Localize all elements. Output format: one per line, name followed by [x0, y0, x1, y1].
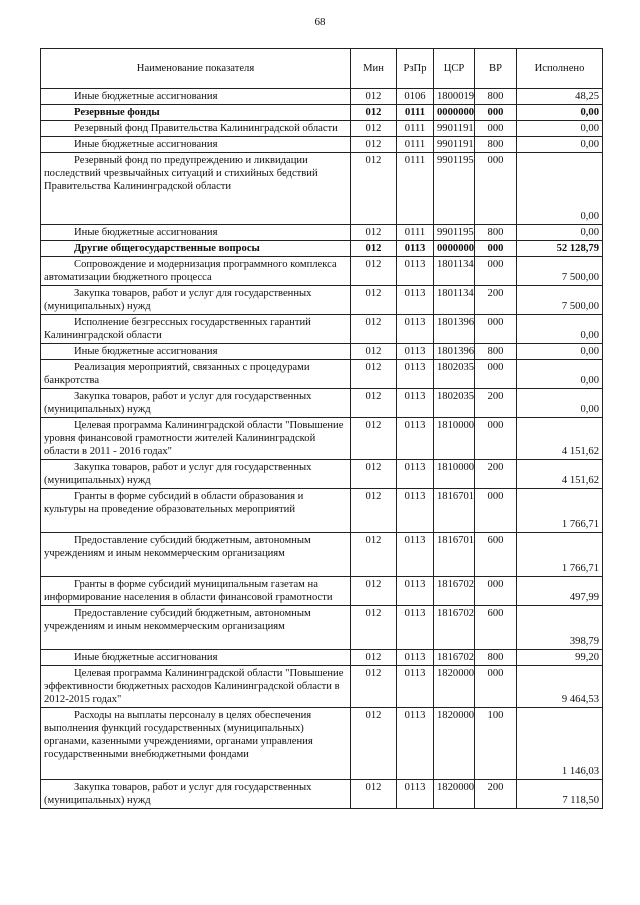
cell-rzpr: 0111: [397, 153, 434, 225]
cell-csr: 9901195: [434, 225, 475, 241]
cell-rzpr: 0113: [397, 533, 434, 577]
table-row: [41, 286, 603, 315]
cell-csr: 1816702: [434, 650, 475, 666]
cell-vr: 200: [475, 286, 517, 315]
table-row: [41, 105, 603, 121]
cell-csr: 0000000: [434, 241, 475, 257]
cell-done: 52 128,79: [517, 241, 603, 257]
cell-vr: 600: [475, 533, 517, 577]
table-row: [41, 577, 603, 606]
cell-done: 0,00: [517, 225, 603, 241]
cell-csr: 1816702: [434, 577, 475, 606]
cell-min: 012: [351, 315, 397, 344]
cell-done: 48,25: [517, 89, 603, 105]
cell-min: 012: [351, 708, 397, 780]
cell-name: Резервный фонд по предупреждению и ликвидации последствий чрезвычайных ситуаций и стихийных бедствий Правительства Калининградской области: [41, 153, 351, 225]
cell-csr: 1816702: [434, 606, 475, 650]
cell-rzpr: 0113: [397, 286, 434, 315]
cell-vr: 000: [475, 489, 517, 533]
cell-done: 7 500,00: [517, 286, 603, 315]
cell-rzpr: 0113: [397, 489, 434, 533]
cell-vr: 000: [475, 577, 517, 606]
cell-name: Закупка товаров, работ и услуг для государственных (муниципальных) нужд: [41, 286, 351, 315]
page-number: 68: [314, 16, 326, 28]
cell-min: 012: [351, 286, 397, 315]
cell-vr: 800: [475, 89, 517, 105]
cell-done: 0,00: [517, 153, 603, 225]
cell-vr: 200: [475, 460, 517, 489]
cell-min: 012: [351, 153, 397, 225]
table-row: [41, 389, 603, 418]
cell-csr: 1802035: [434, 360, 475, 389]
cell-rzpr: 0113: [397, 257, 434, 286]
cell-done: 7 118,50: [517, 780, 603, 809]
cell-min: 012: [351, 241, 397, 257]
cell-csr: 1810000: [434, 460, 475, 489]
cell-done: 0,00: [517, 137, 603, 153]
table-row: [41, 606, 603, 650]
cell-rzpr: 0113: [397, 577, 434, 606]
cell-name: Закупка товаров, работ и услуг для государственных (муниципальных) нужд: [41, 460, 351, 489]
cell-name: Целевая программа Калининградской области "Повышение уровня финансовой грамотности жителей Калининградской области в 2011 - 2016 годах": [41, 418, 351, 460]
table-row: [41, 650, 603, 666]
table-row: [41, 241, 603, 257]
cell-vr: 800: [475, 137, 517, 153]
cell-csr: 9901191: [434, 137, 475, 153]
cell-min: 012: [351, 225, 397, 241]
cell-done: 9 464,53: [517, 666, 603, 708]
cell-done: 398,79: [517, 606, 603, 650]
table-row: [41, 225, 603, 241]
cell-vr: 000: [475, 257, 517, 286]
table-row: [41, 418, 603, 460]
cell-name: Иные бюджетные ассигнования: [41, 650, 351, 666]
cell-csr: 1810000: [434, 418, 475, 460]
cell-done: 0,00: [517, 360, 603, 389]
cell-name: Закупка товаров, работ и услуг для государственных (муниципальных) нужд: [41, 389, 351, 418]
cell-done: 0,00: [517, 105, 603, 121]
cell-vr: 100: [475, 708, 517, 780]
table-row: [41, 137, 603, 153]
table-row: [41, 533, 603, 577]
cell-name: Расходы на выплаты персоналу в целях обеспечения выполнения функций государственных (муниципальных) органами, казенными учреждениями, органами управления государственными внебюджетными фондами: [41, 708, 351, 780]
cell-csr: 0000000: [434, 105, 475, 121]
cell-vr: 000: [475, 666, 517, 708]
cell-csr: 1801134: [434, 257, 475, 286]
cell-done: 4 151,62: [517, 460, 603, 489]
cell-rzpr: 0113: [397, 241, 434, 257]
cell-rzpr: 0111: [397, 225, 434, 241]
budget-table: [40, 48, 603, 809]
cell-vr: 800: [475, 650, 517, 666]
table-body: [41, 89, 603, 809]
cell-done: 0,00: [517, 315, 603, 344]
cell-vr: 000: [475, 241, 517, 257]
cell-vr: 000: [475, 153, 517, 225]
cell-done: 99,20: [517, 650, 603, 666]
cell-done: 4 151,62: [517, 418, 603, 460]
cell-vr: 000: [475, 121, 517, 137]
table-row: [41, 153, 603, 225]
cell-name: Резервный фонд Правительства Калининградской области: [41, 121, 351, 137]
cell-name: Исполнение безгрессных государственных гарантий Калининградской области: [41, 315, 351, 344]
cell-done: 1 766,71: [517, 489, 603, 533]
cell-csr: 1801396: [434, 315, 475, 344]
cell-vr: 000: [475, 315, 517, 344]
cell-name: Иные бюджетные ассигнования: [41, 344, 351, 360]
cell-rzpr: 0113: [397, 344, 434, 360]
cell-csr: 1816701: [434, 533, 475, 577]
cell-csr: 1820000: [434, 666, 475, 708]
cell-vr: 800: [475, 225, 517, 241]
cell-done: 1 146,03: [517, 708, 603, 780]
cell-min: 012: [351, 650, 397, 666]
cell-vr: 200: [475, 389, 517, 418]
table-row: [41, 121, 603, 137]
cell-rzpr: 0113: [397, 360, 434, 389]
cell-name: Иные бюджетные ассигнования: [41, 225, 351, 241]
table-row: [41, 257, 603, 286]
cell-min: 012: [351, 89, 397, 105]
cell-done: 0,00: [517, 121, 603, 137]
cell-rzpr: 0113: [397, 389, 434, 418]
cell-min: 012: [351, 577, 397, 606]
cell-min: 012: [351, 489, 397, 533]
cell-done: 1 766,71: [517, 533, 603, 577]
cell-rzpr: 0113: [397, 650, 434, 666]
cell-min: 012: [351, 460, 397, 489]
cell-vr: 000: [475, 360, 517, 389]
table-row: [41, 460, 603, 489]
cell-done: 0,00: [517, 344, 603, 360]
cell-name: Предоставление субсидий бюджетным, автономным учреждениям и иным некоммерческим организациям: [41, 533, 351, 577]
cell-csr: 1801134: [434, 286, 475, 315]
cell-name: Гранты в форме субсидий муниципальным газетам на информирование населения в области финансовой грамотности: [41, 577, 351, 606]
cell-min: 012: [351, 606, 397, 650]
header-min: Мин: [351, 49, 397, 89]
cell-vr: 000: [475, 105, 517, 121]
cell-rzpr: 0111: [397, 105, 434, 121]
cell-min: 012: [351, 780, 397, 809]
cell-min: 012: [351, 666, 397, 708]
cell-vr: 600: [475, 606, 517, 650]
cell-name: Целевая программа Калининградской области "Повышение эффективности бюджетных расходов Калининградской области в 2012-2015 годах": [41, 666, 351, 708]
cell-csr: 9901195: [434, 153, 475, 225]
cell-name: Предоставление субсидий бюджетным, автономным учреждениям и иным некоммерческим организациям: [41, 606, 351, 650]
cell-csr: 1800019: [434, 89, 475, 105]
cell-csr: 1802035: [434, 389, 475, 418]
header-csr: ЦСР: [434, 49, 475, 89]
cell-done: 7 500,00: [517, 257, 603, 286]
cell-rzpr: 0113: [397, 460, 434, 489]
cell-rzpr: 0113: [397, 708, 434, 780]
table-row: [41, 708, 603, 780]
header-name: Наименование показателя: [41, 49, 351, 89]
cell-vr: 800: [475, 344, 517, 360]
cell-rzpr: 0113: [397, 780, 434, 809]
cell-rzpr: 0113: [397, 418, 434, 460]
table-row: [41, 89, 603, 105]
cell-csr: 1820000: [434, 780, 475, 809]
cell-min: 012: [351, 121, 397, 137]
header-vr: ВР: [475, 49, 517, 89]
cell-vr: 200: [475, 780, 517, 809]
cell-rzpr: 0111: [397, 137, 434, 153]
cell-min: 012: [351, 257, 397, 286]
table-row: [41, 360, 603, 389]
cell-rzpr: 0111: [397, 121, 434, 137]
header-done: Исполнено: [517, 49, 603, 89]
cell-done: 497,99: [517, 577, 603, 606]
table-row: [41, 489, 603, 533]
cell-min: 012: [351, 360, 397, 389]
cell-rzpr: 0113: [397, 666, 434, 708]
cell-min: 012: [351, 344, 397, 360]
cell-name: Закупка товаров, работ и услуг для государственных (муниципальных) нужд: [41, 780, 351, 809]
table-row: [41, 344, 603, 360]
table-row: [41, 666, 603, 708]
cell-name: Иные бюджетные ассигнования: [41, 89, 351, 105]
cell-vr: 000: [475, 418, 517, 460]
header-rzpr: РзПр: [397, 49, 434, 89]
cell-min: 012: [351, 389, 397, 418]
cell-name: Реализация мероприятий, связанных с процедурами банкротства: [41, 360, 351, 389]
cell-rzpr: 0106: [397, 89, 434, 105]
cell-done: 0,00: [517, 389, 603, 418]
table-row: [41, 780, 603, 809]
cell-name: Другие общегосударственные вопросы: [41, 241, 351, 257]
cell-csr: 1820000: [434, 708, 475, 780]
table-row: [41, 315, 603, 344]
cell-name: Иные бюджетные ассигнования: [41, 137, 351, 153]
cell-min: 012: [351, 105, 397, 121]
cell-min: 012: [351, 418, 397, 460]
table-header-row: [41, 49, 603, 89]
cell-name: Сопровождение и модернизация программного комплекса автоматизации бюджетного процесса: [41, 257, 351, 286]
cell-min: 012: [351, 533, 397, 577]
cell-csr: 1801396: [434, 344, 475, 360]
cell-name: Резервные фонды: [41, 105, 351, 121]
cell-csr: 1816701: [434, 489, 475, 533]
cell-csr: 9901191: [434, 121, 475, 137]
cell-name: Гранты в форме субсидий в области образования и культуры на проведение образовательных мероприятий: [41, 489, 351, 533]
cell-rzpr: 0113: [397, 606, 434, 650]
cell-rzpr: 0113: [397, 315, 434, 344]
cell-min: 012: [351, 137, 397, 153]
